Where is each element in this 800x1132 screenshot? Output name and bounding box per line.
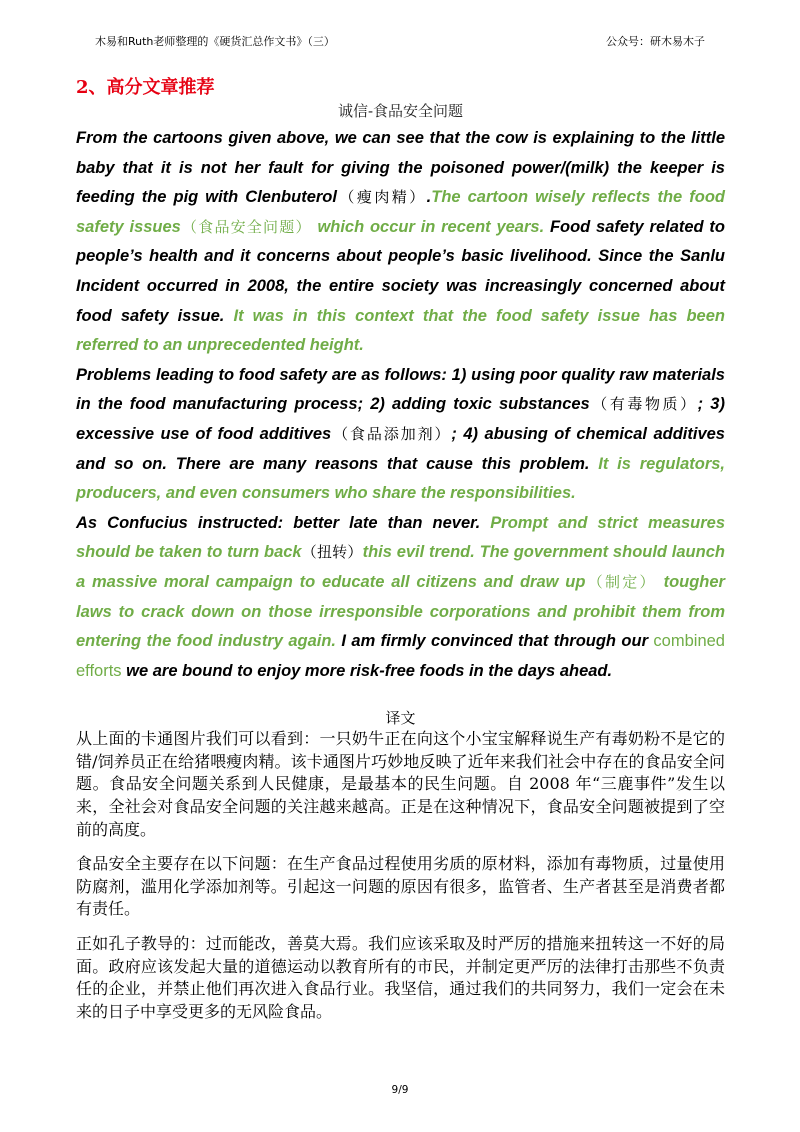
essay-text: we are bound to enjoy more risk-free foods in the days ahead. bbox=[121, 661, 613, 680]
translation-paragraph-1: 从上面的卡通图片我们可以看到：一只奶牛正在向这个小宝宝解释说生产有毒奶粉不是它的错/饲养员正在给猪喂瘦肉精。该卡通图片巧妙地反映了近年来我们社会中存在的食品安全问题。食品安全问题关系到人民健康，是最基本的民生问题。自 2008 年“三鹿事件”发生以来，全社会对食品安全问题的关注越来越高。正是在这种情况下，食品安全问题被提到了空前的高度。 bbox=[76, 729, 725, 839]
highlight-text: It was in this context that the food safety issue has been referred to an unprecedented height. bbox=[76, 306, 725, 355]
essay-text: As Confucius instructed: better late than never. bbox=[76, 513, 481, 532]
section-title: 2、高分文章推荐 bbox=[76, 77, 215, 98]
essay-text: I am firmly convinced that through our bbox=[336, 632, 649, 651]
essay-paragraph-3 bbox=[76, 509, 725, 687]
highlight-text: It is regulators, producers, and even consumers who share the responsibilities. bbox=[76, 454, 725, 503]
page-number: 9/9 bbox=[391, 1084, 409, 1096]
chinese-gloss: （有毒物质） bbox=[589, 395, 698, 414]
chinese-gloss: （食品安全问题） bbox=[180, 217, 312, 236]
essay-text: From the cartoons given above, we can see that the cow is explaining to the little baby that it is not her fault for giving the poisoned power/(milk) the keeper is feeding the pig with Clenbuterol bbox=[76, 129, 725, 207]
essay-text: ; 3) excessive use of food additives bbox=[76, 395, 725, 443]
highlight-text: this evil trend. The government should launch a massive moral campaign to educate all citizens and draw up bbox=[76, 543, 725, 591]
chinese-translation bbox=[76, 728, 725, 1023]
english-essay bbox=[76, 124, 725, 686]
highlight-text: The cartoon wisely reflects the food safety issues bbox=[76, 188, 725, 236]
chinese-gloss: （扭转） bbox=[301, 543, 363, 562]
essay-text: Food safety related to people’s health and it concerns about people’s basic livelihood. Since the Sanlu Incident occurred in 2008, the entire society was increasingly concerned about food safety issue. bbox=[76, 217, 725, 325]
translation-paragraph-2: 食品安全主要存在以下问题：在生产食品过程使用劣质的原材料，添加有毒物质，过量使用防腐剂，滥用化学添加剂等。引起这一问题的原因有很多，监管者、生产者甚至是消费者都有责任。 bbox=[76, 854, 725, 919]
highlight-text: Prompt and strict measures should be taken to turn back bbox=[76, 513, 725, 562]
essay-text: Problems leading to food safety are as follows: 1) using poor quality raw materials in the food manufacturing process; 2) adding toxic substances bbox=[76, 365, 725, 414]
header-book-title: 木易和Ruth老师整理的《硬货汇总作文书》（三） bbox=[95, 35, 335, 48]
translation-paragraph-3: 正如孔子教导的：过而能改，善莫大焉。我们应该采取及时严厉的措施来扭转这一不好的局面。政府应该发起大量的道德运动以教育所有的市民，并制定更严厉的法律打击那些不负责任的企业，并禁止他们再次进入食品行业。我坚信，通过我们的共同努力，我们一定会在未来的日子中享受更多的无风险食品。 bbox=[76, 934, 725, 1021]
highlight-text: which occur in recent years. bbox=[311, 217, 545, 236]
highlight-text: tougher laws to crack down on those irresponsible corporations and prohibit them from entering the food industry again. bbox=[76, 572, 725, 651]
chinese-gloss: （瘦肉精） bbox=[336, 188, 427, 207]
essay-text: ; 4) abusing of chemical additives and so on. There are many reasons that cause this problem. bbox=[76, 424, 725, 473]
translation-heading: 译文 bbox=[385, 709, 416, 728]
essay-paragraph-1 bbox=[76, 124, 725, 361]
header-account-name: 公众号：研木易木子 bbox=[606, 35, 705, 48]
page-content bbox=[76, 77, 725, 1035]
highlight-text: combined efforts bbox=[76, 632, 725, 680]
essay-topic: 诚信-食品安全问题 bbox=[337, 102, 464, 120]
essay-paragraph-2 bbox=[76, 361, 725, 509]
chinese-gloss: （制定） bbox=[585, 572, 657, 591]
essay-text: . bbox=[426, 188, 432, 207]
chinese-gloss: （食品添加剂） bbox=[331, 424, 452, 443]
